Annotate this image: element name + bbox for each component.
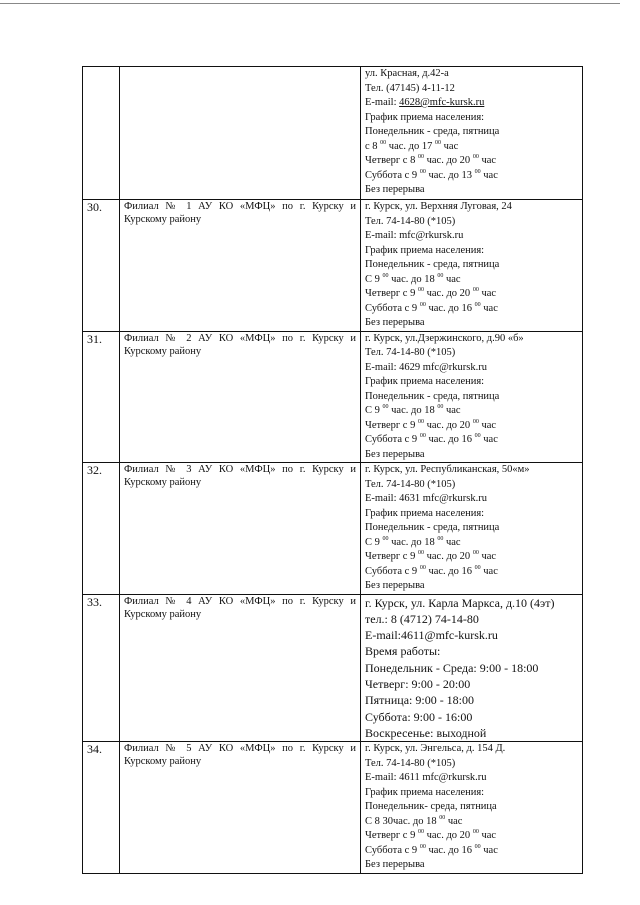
email-label: E-mail: — [365, 361, 400, 373]
table-row — [83, 200, 583, 332]
branch-address — [361, 594, 583, 742]
schedule-weekdays: С 9 $^{00}$ час. до 18 $^{00}$ час — [365, 535, 461, 548]
schedule-thursday: Четверг с 9 $^{00}$ час. до 20 $^{00}$ час — [365, 550, 497, 562]
no-break: Без перерыва — [365, 859, 425, 871]
no-break: Без перерыва — [365, 184, 425, 195]
email-line — [365, 492, 578, 507]
schedule-sunday: Воскресенье: выходной — [365, 725, 487, 740]
branch-table — [82, 66, 583, 874]
table-row — [83, 331, 583, 463]
schedule-weekdays: с 8 $^{00}$ час. до 17 $^{00}$ час — [365, 139, 459, 152]
row-number: 30. — [83, 200, 120, 332]
email-link[interactable]: 4628@mfc-kursk.ru — [399, 97, 485, 108]
no-break: Без перерыва — [365, 580, 425, 591]
phone: тел.: 8 (4712) 74-14-80 — [365, 611, 479, 626]
street: г. Курск, ул. Карла Маркса, д.10 (4эт) — [365, 595, 555, 610]
schedule-saturday: Суббота с 9 $^{00}$ час. до 16 $^{00}$ час — [365, 564, 498, 577]
branch-address — [361, 200, 583, 332]
no-break: Без перерыва — [365, 448, 425, 460]
row-number: 33. — [83, 594, 120, 742]
schedule-friday: Пятница: 9:00 - 18:00 — [365, 693, 475, 708]
schedule-title: График приема населения: — [365, 376, 485, 387]
street: г. Курск, ул. Верхняя Луговая, 24 — [365, 201, 512, 212]
branch-name — [120, 67, 361, 200]
branch-name: Филиал № 5 АУ КО «МФЦ» по г. Курску и Курскому району — [120, 742, 361, 874]
schedule-thursday: Четверг с 8 $^{00}$ час. до 20 $^{00}$ час — [365, 154, 497, 166]
schedule-weekdays: С 9 $^{00}$ час. до 18 $^{00}$ час — [365, 404, 461, 416]
schedule-saturday: Суббота с 9 $^{00}$ час. до 16 $^{00}$ час — [365, 433, 498, 445]
schedule-days: Понедельник - среда, пятница — [365, 259, 500, 270]
email-line — [365, 771, 578, 786]
email-link[interactable]: E-mail:4611@mfc-kursk.ru — [365, 628, 498, 643]
phone: Тел. 74-14-80 (*105) — [365, 347, 456, 358]
email-link[interactable]: mfc@rkursk.ru — [399, 230, 464, 241]
phone: Тел. 74-14-80 (*105) — [365, 478, 456, 490]
top-rule — [0, 3, 620, 4]
branch-name: Филиал № 2 АУ КО «МФЦ» по г. Курску и Курскому району — [120, 331, 361, 463]
schedule-days: Понедельник - среда, пятница — [365, 390, 500, 402]
email-label: E-mail: — [365, 230, 400, 241]
street: г. Курск, ул.Дзержинского, д.90 «б» — [365, 332, 524, 344]
schedule-weekdays: С 9 $^{00}$ час. до 18 $^{00}$ час — [365, 272, 461, 285]
email-line — [365, 229, 578, 244]
schedule-title: График приема населения: — [365, 786, 485, 798]
schedule-saturday: Суббота с 9 $^{00}$ час. до 16 $^{00}$ час — [365, 301, 498, 314]
schedule-title: График приема населения: — [365, 244, 485, 256]
email-link[interactable]: 4631 mfc@rkursk.ru — [399, 493, 487, 504]
schedule-saturday: Суббота: 9:00 - 16:00 — [365, 709, 473, 724]
table-row — [83, 742, 583, 874]
email-link[interactable]: 4611 mfc@rkursk.ru — [399, 772, 487, 784]
email-line — [365, 96, 578, 111]
branch-name: Филиал № 3 АУ КО «МФЦ» по г. Курску и Курскому району — [120, 463, 361, 595]
schedule-thursday: Четверг с 9 $^{00}$ час. до 20 $^{00}$ час — [365, 418, 497, 431]
row-number: 34. — [83, 742, 120, 874]
schedule-saturday: Суббота с 9 $^{00}$ час. до 13 $^{00}$ час — [365, 168, 498, 181]
street: г. Курск, ул. Энгельса, д. 154 Д. — [365, 743, 506, 755]
schedule-thursday: Четверг с 9 $^{00}$ час. до 20 $^{00}$ час — [365, 829, 497, 842]
schedule-days: Понедельник - среда, пятница — [365, 126, 500, 137]
email-label: E-mail: — [365, 97, 400, 108]
phone: Тел. (47145) 4-11-12 — [365, 82, 455, 94]
email-link[interactable]: 4629 mfc@rkursk.ru — [399, 361, 487, 373]
schedule-saturday: Суббота с 9 $^{00}$ час. до 16 $^{00}$ час — [365, 843, 498, 856]
schedule-mon-wed: Понедельник - Среда: 9:00 - 18:00 — [365, 660, 539, 675]
schedule-weekdays: С 8 30час. до 18 $^{00}$ час — [365, 814, 463, 827]
email-label: E-mail: — [365, 772, 400, 784]
branch-name: Филиал № 1 АУ КО «МФЦ» по г. Курску и Курскому району — [120, 200, 361, 332]
email-label: E-mail: — [365, 493, 400, 504]
schedule-thursday: Четверг с 9 $^{00}$ час. до 20 $^{00}$ час — [365, 287, 497, 299]
schedule-days: Понедельник - среда, пятница — [365, 522, 500, 533]
table-row — [83, 594, 583, 742]
street: ул. Красная, д.42-а — [365, 68, 449, 79]
row-number: 31. — [83, 331, 120, 463]
phone: Тел. 74-14-80 (*105) — [365, 757, 456, 769]
schedule-thursday: Четверг: 9:00 - 20:00 — [365, 676, 471, 691]
phone: Тел. 74-14-80 (*105) — [365, 215, 456, 227]
street: г. Курск, ул. Республиканская, 50«м» — [365, 464, 530, 475]
no-break: Без перерыва — [365, 317, 425, 328]
branch-address — [361, 67, 583, 200]
row-number: 32. — [83, 463, 120, 595]
branch-address — [361, 463, 583, 595]
table-row — [83, 67, 583, 200]
schedule-title: Время работы: — [365, 644, 441, 659]
schedule-title: График приема населения: — [365, 111, 485, 123]
branch-address — [361, 742, 583, 874]
email-line — [365, 361, 578, 376]
schedule-days: Понедельник- среда, пятница — [365, 801, 497, 813]
table-row — [83, 463, 583, 595]
schedule-title: График приема населения: — [365, 507, 485, 519]
branch-address — [361, 331, 583, 463]
branch-name: Филиал № 4 АУ КО «МФЦ» по г. Курску и Курскому району — [120, 594, 361, 742]
row-number — [83, 67, 120, 200]
